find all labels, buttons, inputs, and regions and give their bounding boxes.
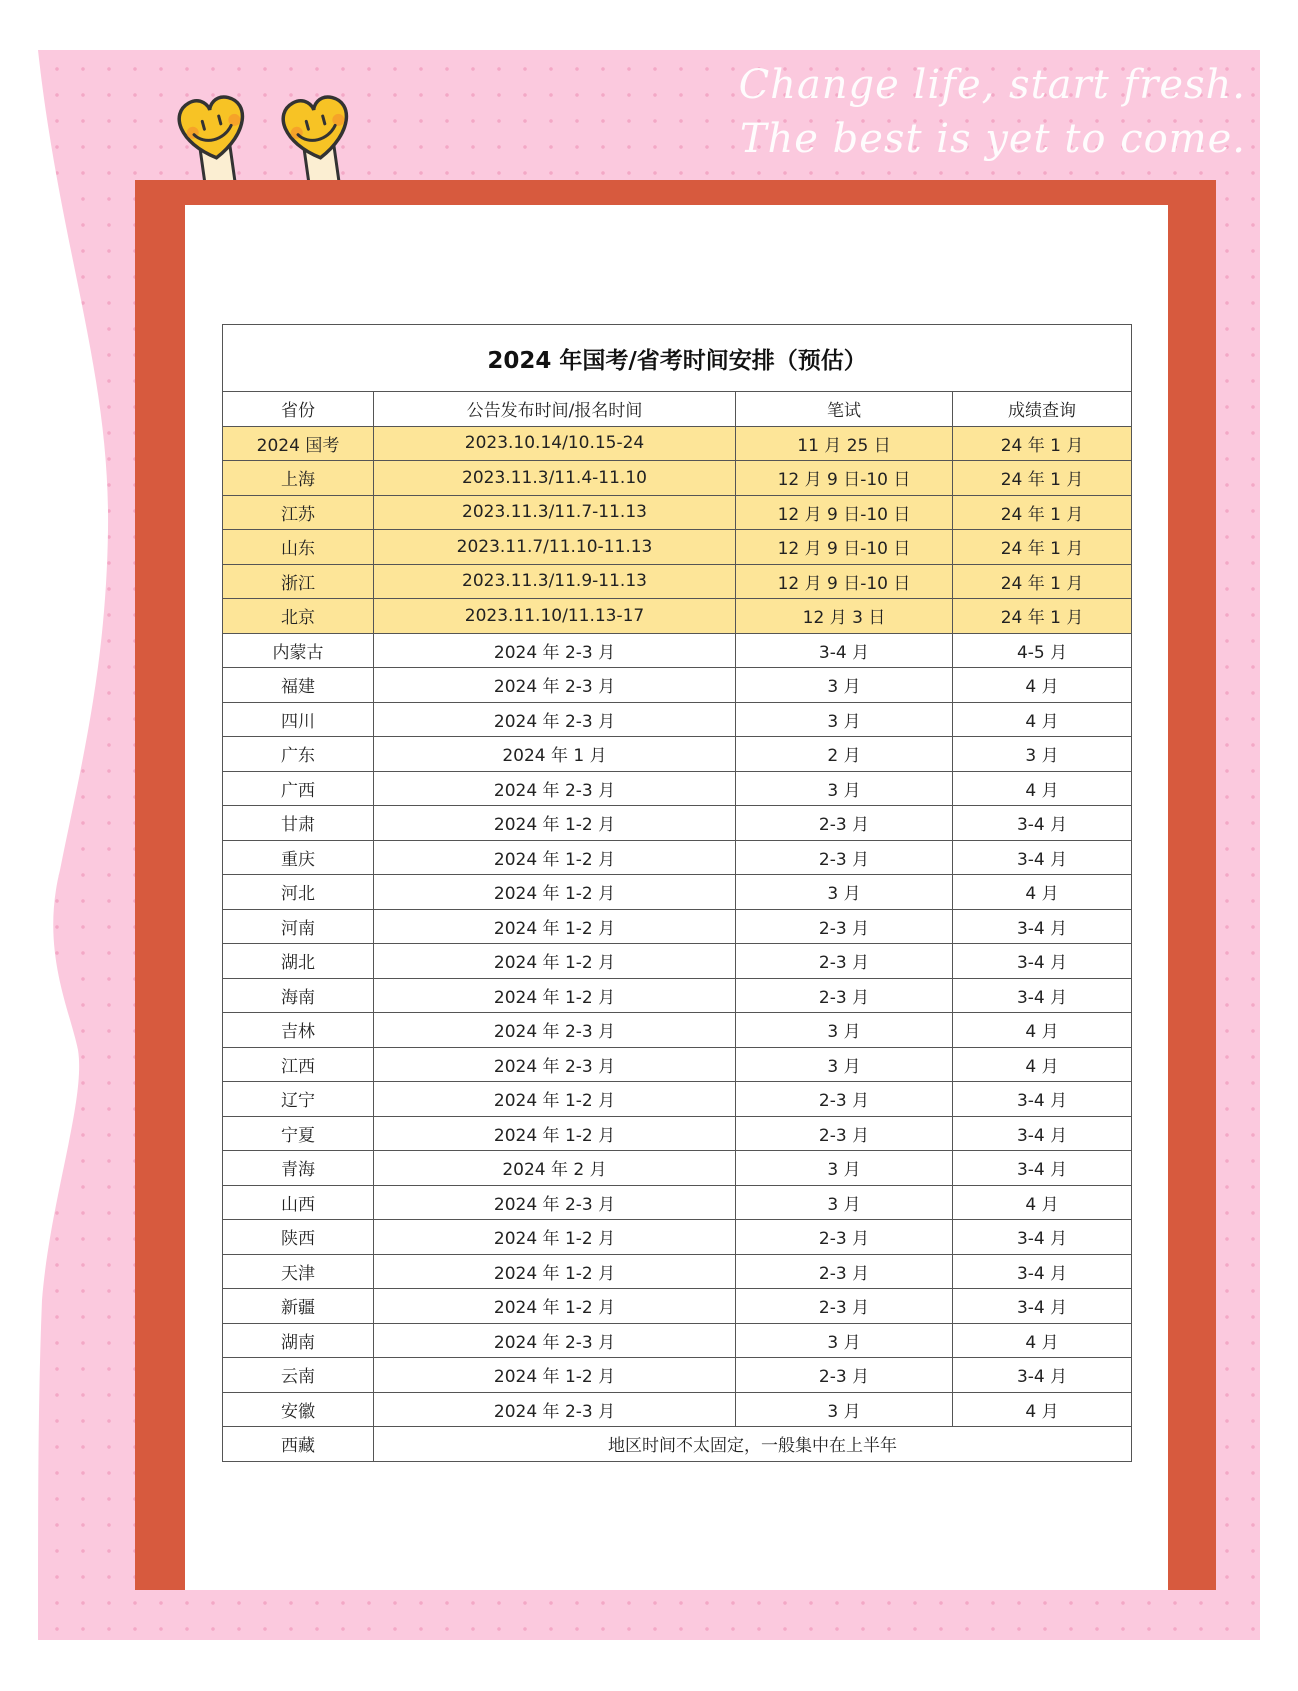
table-row xyxy=(223,1289,1132,1324)
cell-exam: 2-3 月 xyxy=(736,944,953,979)
table-row xyxy=(223,840,1132,875)
cell-announce: 2024 年 1-2 月 xyxy=(374,1358,736,1393)
cell-exam: 2-3 月 xyxy=(736,806,953,841)
cell-announce: 2024 年 2-3 月 xyxy=(374,1323,736,1358)
cell-result: 4 月 xyxy=(953,1323,1132,1358)
table-row-xizang xyxy=(223,1427,1132,1462)
cell-announce: 2024 年 1-2 月 xyxy=(374,806,736,841)
cell-exam: 2-3 月 xyxy=(736,1220,953,1255)
cell-province: 天津 xyxy=(223,1254,374,1289)
cell-exam: 2-3 月 xyxy=(736,1358,953,1393)
cell-result: 3-4 月 xyxy=(953,1151,1132,1186)
cell-province: 辽宁 xyxy=(223,1082,374,1117)
cell-exam: 2-3 月 xyxy=(736,840,953,875)
table-row xyxy=(223,1013,1132,1048)
cell-exam: 12 月 3 日 xyxy=(736,599,953,634)
table-row xyxy=(223,1047,1132,1082)
cell-province: 甘肃 xyxy=(223,806,374,841)
cell-announce: 2024 年 1-2 月 xyxy=(374,944,736,979)
table-row xyxy=(223,1082,1132,1117)
cell-province: 四川 xyxy=(223,702,374,737)
cell-result: 24 年 1 月 xyxy=(953,426,1132,461)
cell-result: 4 月 xyxy=(953,1047,1132,1082)
cell-exam: 3 月 xyxy=(736,1151,953,1186)
cell-result: 24 年 1 月 xyxy=(953,461,1132,496)
table-title-row xyxy=(223,325,1132,392)
table-row xyxy=(223,1151,1132,1186)
cell-exam: 2-3 月 xyxy=(736,1116,953,1151)
cell-result: 4 月 xyxy=(953,1013,1132,1048)
cell-exam: 12 月 9 日-10 日 xyxy=(736,564,953,599)
table-row xyxy=(223,806,1132,841)
cell-province: 内蒙古 xyxy=(223,633,374,668)
cell-exam: 12 月 9 日-10 日 xyxy=(736,495,953,530)
table-row xyxy=(223,702,1132,737)
cell-announce: 2023.11.3/11.4-11.10 xyxy=(374,461,736,496)
table-row xyxy=(223,668,1132,703)
table-row xyxy=(223,944,1132,979)
cell-province: 海南 xyxy=(223,978,374,1013)
table-row xyxy=(223,1358,1132,1393)
cell-province: 江苏 xyxy=(223,495,374,530)
cell-province: 湖北 xyxy=(223,944,374,979)
header-result: 成绩查询 xyxy=(953,392,1132,427)
cell-exam: 2-3 月 xyxy=(736,1289,953,1324)
cell-announce: 2024 年 2-3 月 xyxy=(374,1392,736,1427)
table-row xyxy=(223,978,1132,1013)
cell-result: 4-5 月 xyxy=(953,633,1132,668)
cell-result: 3-4 月 xyxy=(953,944,1132,979)
cell-result: 3-4 月 xyxy=(953,1220,1132,1255)
cell-announce: 2024 年 2-3 月 xyxy=(374,1013,736,1048)
cell-exam: 3-4 月 xyxy=(736,633,953,668)
wavy-left-edge xyxy=(0,50,140,1640)
cell-exam: 2-3 月 xyxy=(736,1082,953,1117)
cell-province: 西藏 xyxy=(223,1427,374,1462)
cell-announce: 2023.11.7/11.10-11.13 xyxy=(374,530,736,565)
cell-result: 4 月 xyxy=(953,668,1132,703)
cell-announce: 2024 年 2-3 月 xyxy=(374,1047,736,1082)
cell-province: 山东 xyxy=(223,530,374,565)
cell-result: 24 年 1 月 xyxy=(953,530,1132,565)
cell-announce: 2024 年 1-2 月 xyxy=(374,840,736,875)
cell-result: 3-4 月 xyxy=(953,1082,1132,1117)
cell-result: 3-4 月 xyxy=(953,840,1132,875)
table-row xyxy=(223,1392,1132,1427)
cell-province: 吉林 xyxy=(223,1013,374,1048)
cell-result: 3-4 月 xyxy=(953,1254,1132,1289)
slogan-line-2: The best is yet to come. xyxy=(739,116,1246,162)
cell-result: 4 月 xyxy=(953,875,1132,910)
cell-announce: 2024 年 1-2 月 xyxy=(374,1289,736,1324)
cell-announce: 2024 年 1-2 月 xyxy=(374,875,736,910)
cell-result: 24 年 1 月 xyxy=(953,599,1132,634)
table-row xyxy=(223,737,1132,772)
cell-province: 上海 xyxy=(223,461,374,496)
cell-announce: 2024 年 1-2 月 xyxy=(374,909,736,944)
table-row xyxy=(223,495,1132,530)
cell-exam: 2-3 月 xyxy=(736,978,953,1013)
cell-province: 安徽 xyxy=(223,1392,374,1427)
cell-exam: 3 月 xyxy=(736,702,953,737)
cell-province: 新疆 xyxy=(223,1289,374,1324)
table-row xyxy=(223,1220,1132,1255)
exam-schedule-table xyxy=(222,324,1132,1462)
table-row xyxy=(223,875,1132,910)
cell-province: 北京 xyxy=(223,599,374,634)
table-row xyxy=(223,1116,1132,1151)
cell-exam: 3 月 xyxy=(736,1185,953,1220)
table-title: 2024 年国考/省考时间安排（预估） xyxy=(223,325,1132,392)
cell-note: 地区时间不太固定，一般集中在上半年 xyxy=(374,1427,1132,1462)
table-row xyxy=(223,1185,1132,1220)
cell-province: 陕西 xyxy=(223,1220,374,1255)
cell-province: 福建 xyxy=(223,668,374,703)
cell-result: 4 月 xyxy=(953,702,1132,737)
table-row xyxy=(223,426,1132,461)
cell-announce: 2024 年 2 月 xyxy=(374,1151,736,1186)
cell-province: 河北 xyxy=(223,875,374,910)
cell-province: 宁夏 xyxy=(223,1116,374,1151)
cell-province: 浙江 xyxy=(223,564,374,599)
cell-exam: 3 月 xyxy=(736,1392,953,1427)
cell-exam: 12 月 9 日-10 日 xyxy=(736,461,953,496)
header-exam: 笔试 xyxy=(736,392,953,427)
header-announce: 公告发布时间/报名时间 xyxy=(374,392,736,427)
cell-result: 3-4 月 xyxy=(953,978,1132,1013)
cell-announce: 2023.11.10/11.13-17 xyxy=(374,599,736,634)
cell-announce: 2024 年 2-3 月 xyxy=(374,668,736,703)
cell-exam: 2-3 月 xyxy=(736,1254,953,1289)
cell-result: 24 年 1 月 xyxy=(953,495,1132,530)
cell-exam: 2-3 月 xyxy=(736,909,953,944)
cell-announce: 2024 年 1-2 月 xyxy=(374,1254,736,1289)
table-header-row xyxy=(223,392,1132,427)
table-row xyxy=(223,599,1132,634)
cell-exam: 3 月 xyxy=(736,1013,953,1048)
cell-announce: 2023.11.3/11.7-11.13 xyxy=(374,495,736,530)
cell-province: 重庆 xyxy=(223,840,374,875)
cell-announce: 2024 年 2-3 月 xyxy=(374,633,736,668)
table-row xyxy=(223,1323,1132,1358)
slogan-line-1: Change life, start fresh. xyxy=(738,62,1246,108)
cell-announce: 2023.11.3/11.9-11.13 xyxy=(374,564,736,599)
cell-announce: 2024 年 1-2 月 xyxy=(374,978,736,1013)
cell-result: 3-4 月 xyxy=(953,806,1132,841)
cell-province: 湖南 xyxy=(223,1323,374,1358)
table-row xyxy=(223,633,1132,668)
cell-exam: 3 月 xyxy=(736,771,953,806)
cell-province: 广西 xyxy=(223,771,374,806)
table-row xyxy=(223,771,1132,806)
cell-exam: 3 月 xyxy=(736,668,953,703)
table-row xyxy=(223,564,1132,599)
cell-result: 3 月 xyxy=(953,737,1132,772)
cell-result: 4 月 xyxy=(953,1185,1132,1220)
cell-announce: 2024 年 1 月 xyxy=(374,737,736,772)
table-row xyxy=(223,909,1132,944)
cell-announce: 2024 年 2-3 月 xyxy=(374,1185,736,1220)
cell-exam: 3 月 xyxy=(736,1047,953,1082)
cell-result: 4 月 xyxy=(953,1392,1132,1427)
cell-exam: 2 月 xyxy=(736,737,953,772)
cell-announce: 2024 年 2-3 月 xyxy=(374,702,736,737)
cell-exam: 12 月 9 日-10 日 xyxy=(736,530,953,565)
cell-province: 2024 国考 xyxy=(223,426,374,461)
cell-result: 3-4 月 xyxy=(953,1116,1132,1151)
cell-province: 河南 xyxy=(223,909,374,944)
cell-announce: 2023.10.14/10.15-24 xyxy=(374,426,736,461)
cell-announce: 2024 年 2-3 月 xyxy=(374,771,736,806)
cell-exam: 3 月 xyxy=(736,875,953,910)
cell-province: 云南 xyxy=(223,1358,374,1393)
cell-result: 3-4 月 xyxy=(953,1358,1132,1393)
cell-result: 3-4 月 xyxy=(953,1289,1132,1324)
cell-exam: 3 月 xyxy=(736,1323,953,1358)
heart-mascots-icon xyxy=(160,88,380,188)
slogan xyxy=(739,58,1246,166)
table-row xyxy=(223,1254,1132,1289)
cell-province: 青海 xyxy=(223,1151,374,1186)
cell-result: 24 年 1 月 xyxy=(953,564,1132,599)
cell-result: 4 月 xyxy=(953,771,1132,806)
cell-province: 江西 xyxy=(223,1047,374,1082)
cell-province: 山西 xyxy=(223,1185,374,1220)
cell-announce: 2024 年 1-2 月 xyxy=(374,1082,736,1117)
cell-result: 3-4 月 xyxy=(953,909,1132,944)
cell-exam: 11 月 25 日 xyxy=(736,426,953,461)
cell-announce: 2024 年 1-2 月 xyxy=(374,1220,736,1255)
cell-announce: 2024 年 1-2 月 xyxy=(374,1116,736,1151)
cell-province: 广东 xyxy=(223,737,374,772)
header-province: 省份 xyxy=(223,392,374,427)
table-row xyxy=(223,461,1132,496)
table-row xyxy=(223,530,1132,565)
